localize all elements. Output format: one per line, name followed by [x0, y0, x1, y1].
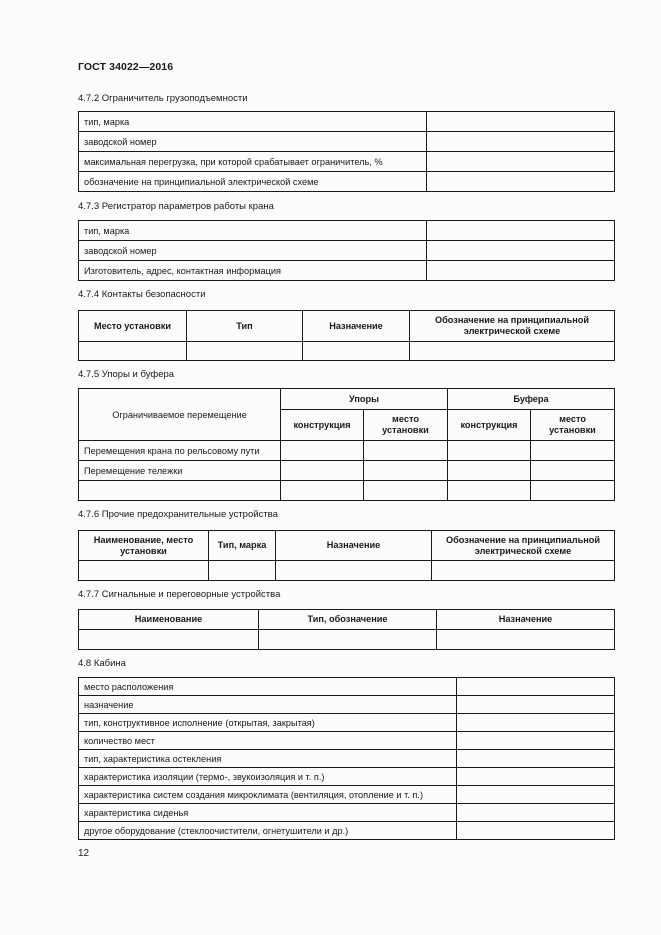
load-limiter-table	[78, 111, 615, 192]
table-header-row	[79, 389, 615, 410]
table-row	[79, 461, 615, 481]
table-row	[79, 132, 615, 152]
column-header: Назначение	[303, 311, 410, 342]
table-row	[79, 750, 615, 768]
column-header: Назначение	[276, 531, 432, 561]
table-row	[79, 732, 615, 750]
value-cell[interactable]	[437, 630, 615, 650]
page-number: 12	[78, 848, 90, 859]
value-cell[interactable]	[531, 461, 615, 481]
column-header: Обозначение на принципиальной электрической схеме	[410, 311, 615, 342]
value-cell[interactable]	[410, 342, 615, 361]
column-header: Обозначение на принципиальной электрической схеме	[432, 531, 615, 561]
value-cell[interactable]	[427, 132, 615, 152]
table-row	[79, 822, 615, 840]
table-header-row	[79, 531, 615, 561]
row-label: Перемещение тележки	[79, 461, 281, 481]
signal-devices-table	[78, 609, 615, 650]
section-title-4-7-3: 4.7.3 Регистратор параметров работы крана	[78, 201, 274, 212]
section-title-4-7-7: 4.7.7 Сигнальные и переговорные устройства	[78, 589, 281, 600]
column-header: Наименование, место установки	[79, 531, 209, 561]
value-cell[interactable]	[457, 804, 615, 822]
row-label: максимальная перегрузка, при которой срабатывает ограничитель, %	[79, 152, 427, 172]
section-title-4-7-6: 4.7.6 Прочие предохранительные устройства	[78, 509, 278, 520]
cabin-table	[78, 677, 615, 840]
row-label: тип, марка	[79, 112, 427, 132]
table-row	[79, 441, 615, 461]
value-cell[interactable]	[457, 678, 615, 696]
value-cell[interactable]	[281, 481, 364, 501]
row-label: другое оборудование (стеклоочистители, огнетушители и др.)	[79, 822, 457, 840]
value-cell[interactable]	[427, 172, 615, 192]
row-label: Перемещения крана по рельсовому пути	[79, 441, 281, 461]
table-row	[79, 261, 615, 281]
value-cell[interactable]	[79, 342, 187, 361]
table-row	[79, 714, 615, 732]
value-cell[interactable]	[281, 441, 364, 461]
table-row	[79, 768, 615, 786]
row-label: количество мест	[79, 732, 457, 750]
value-cell[interactable]	[457, 714, 615, 732]
parameter-recorder-table	[78, 220, 615, 281]
value-cell[interactable]	[209, 561, 276, 581]
table-row	[79, 696, 615, 714]
table-header-row	[79, 610, 615, 630]
row-label: характеристика систем создания микроклимата (вентиляция, отопление и т. п.)	[79, 786, 457, 804]
column-header-movement: Ограничиваемое перемещение	[79, 389, 281, 441]
value-cell[interactable]	[364, 441, 448, 461]
row-label: назначение	[79, 696, 457, 714]
column-header: Назначение	[437, 610, 615, 630]
subheader-location: место установки	[364, 410, 448, 441]
value-cell[interactable]	[448, 481, 531, 501]
value-cell[interactable]	[432, 561, 615, 581]
value-cell[interactable]	[276, 561, 432, 581]
value-cell[interactable]	[187, 342, 303, 361]
column-header: Тип	[187, 311, 303, 342]
column-header-buffers: Буфера	[448, 389, 615, 410]
row-label: характеристика изоляции (термо-, звукоизоляция и т. п.)	[79, 768, 457, 786]
table-row	[79, 152, 615, 172]
value-cell[interactable]	[79, 561, 209, 581]
row-label: тип, характеристика остекления	[79, 750, 457, 768]
stops-buffers-table	[78, 388, 615, 501]
value-cell[interactable]	[364, 461, 448, 481]
section-title-4-7-4: 4.7.4 Контакты безопасности	[78, 289, 206, 300]
value-cell[interactable]	[427, 261, 615, 281]
value-cell[interactable]	[448, 461, 531, 481]
table-row	[79, 112, 615, 132]
value-cell[interactable]	[364, 481, 448, 501]
row-label: Изготовитель, адрес, контактная информация	[79, 261, 427, 281]
value-cell[interactable]	[448, 441, 531, 461]
value-cell[interactable]	[531, 481, 615, 501]
column-header: Место установки	[79, 311, 187, 342]
row-label: обозначение на принципиальной электрической схеме	[79, 172, 427, 192]
value-cell[interactable]	[427, 241, 615, 261]
value-cell[interactable]	[531, 441, 615, 461]
table-row	[79, 221, 615, 241]
column-header: Тип, марка	[209, 531, 276, 561]
table-header-row	[79, 311, 615, 342]
row-label: тип, конструктивное исполнение (открытая, закрытая)	[79, 714, 457, 732]
column-header: Наименование	[79, 610, 259, 630]
value-cell[interactable]	[457, 768, 615, 786]
section-title-4-7-5: 4.7.5 Упоры и буфера	[78, 369, 175, 380]
value-cell[interactable]	[457, 786, 615, 804]
table-row	[79, 630, 615, 650]
section-title-4-7-2: 4.7.2 Ограничитель грузоподъемности	[78, 93, 248, 104]
table-row	[79, 561, 615, 581]
table-row	[79, 342, 615, 361]
section-title-4-8: 4.8 Кабина	[78, 658, 126, 669]
column-header-stops: Упоры	[281, 389, 448, 410]
subheader-location: место установки	[531, 410, 615, 441]
table-row	[79, 678, 615, 696]
subheader-construction: конструкция	[281, 410, 364, 441]
other-safety-devices-table	[78, 530, 615, 581]
safety-contacts-table	[78, 310, 615, 361]
row-label: заводской номер	[79, 241, 427, 261]
value-cell[interactable]	[427, 152, 615, 172]
document-title: ГОСТ 34022—2016	[78, 61, 174, 73]
value-cell[interactable]	[457, 732, 615, 750]
value-cell[interactable]	[427, 221, 615, 241]
value-cell[interactable]	[457, 696, 615, 714]
value-cell[interactable]	[427, 112, 615, 132]
subheader-construction: конструкция	[448, 410, 531, 441]
table-row	[79, 172, 615, 192]
row-label: место расположения	[79, 678, 457, 696]
table-row	[79, 786, 615, 804]
row-label: характеристика сиденья	[79, 804, 457, 822]
table-row	[79, 241, 615, 261]
row-label: заводской номер	[79, 132, 427, 152]
value-cell[interactable]	[457, 750, 615, 768]
column-header: Тип, обозначение	[259, 610, 437, 630]
table-row	[79, 481, 615, 501]
table-row	[79, 804, 615, 822]
value-cell[interactable]	[457, 822, 615, 840]
row-label	[79, 481, 281, 501]
value-cell[interactable]	[79, 630, 259, 650]
value-cell[interactable]	[259, 630, 437, 650]
row-label: тип, марка	[79, 221, 427, 241]
value-cell[interactable]	[303, 342, 410, 361]
value-cell[interactable]	[281, 461, 364, 481]
